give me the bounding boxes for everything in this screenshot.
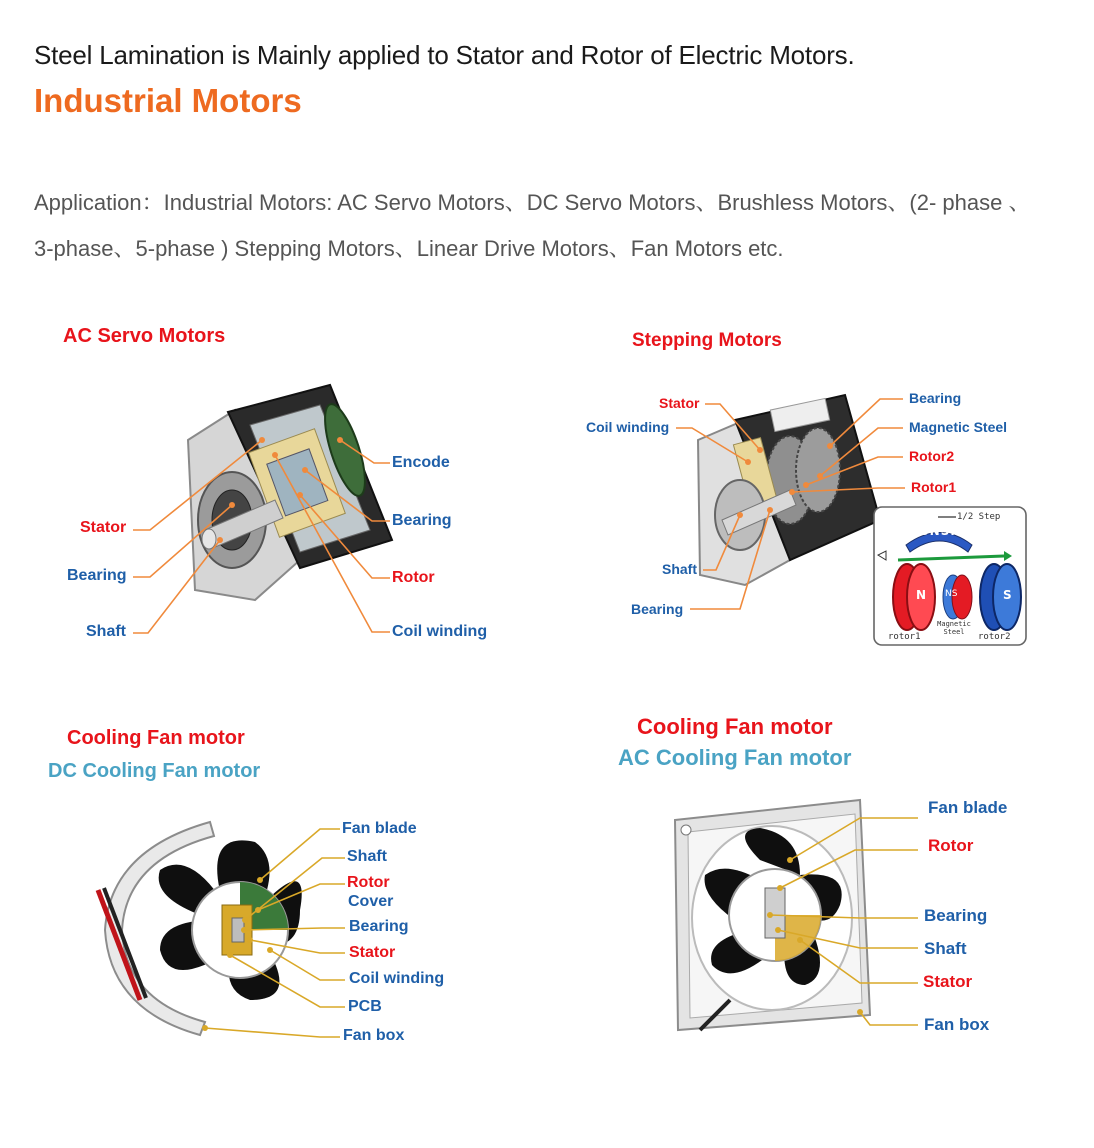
dc-fan-label-rotor: Rotor <box>347 874 390 891</box>
inset-s: S <box>1003 588 1012 602</box>
dc-fan-title: Cooling Fan motor <box>67 727 245 749</box>
ac-fan-label-shaft: Shaft <box>924 939 967 958</box>
ac-fan-label-fan-box: Fan box <box>924 1015 990 1034</box>
stepping-label-rotor2: Rotor2 <box>909 448 955 464</box>
application-line-2: 3-phase、5-phase ) Stepping Motors、Linear Drive Motors、Fan Motors etc. <box>34 236 784 261</box>
dc-fan-label-coil-winding: Coil winding <box>349 970 445 987</box>
ac-servo-label-rotor: Rotor <box>392 569 435 586</box>
stepping-label-stator: Stator <box>659 395 700 411</box>
ac-fan-label-rotor: Rotor <box>928 836 974 855</box>
inset-rotor1: rotor1 <box>888 632 921 642</box>
ac-fan-title: Cooling Fan motor <box>637 714 833 739</box>
inset-half-step: 1/2 Step <box>957 512 1001 522</box>
dc-fan-label-fan-blade: Fan blade <box>342 820 417 837</box>
ac-fan-label-bearing: Bearing <box>924 906 988 925</box>
inset-ns: NS <box>945 589 958 599</box>
stepping-label-shaft: Shaft <box>662 561 697 577</box>
ac-servo-label-bearing-left: Bearing <box>67 567 127 584</box>
page-title: Industrial Motors <box>34 82 302 119</box>
dc-fan-label-bearing: Bearing <box>349 918 409 935</box>
stepping-label-bearing-left: Bearing <box>631 601 684 617</box>
ac-fan-label-fan-blade: Fan blade <box>928 798 1008 817</box>
stepping-label-bearing-right: Bearing <box>909 390 962 406</box>
stepping-label-coil-winding: Coil winding <box>586 419 670 435</box>
ac-fan-label-stator: Stator <box>923 972 973 991</box>
dc-fan-label-cover: Cover <box>348 893 394 910</box>
dc-fan-label-pcb: PCB <box>348 998 382 1015</box>
ac-servo-label-coil-winding: Coil winding <box>392 623 488 640</box>
dc-fan-label-shaft: Shaft <box>347 848 387 865</box>
dc-fan-subtitle: DC Cooling Fan motor <box>48 760 261 782</box>
dc-fan-label-stator: Stator <box>349 944 396 961</box>
stepping-title: Stepping Motors <box>632 330 782 351</box>
ac-servo-title: AC Servo Motors <box>63 325 226 347</box>
inset-n: N <box>916 588 927 602</box>
inset-magnetic-steel: Magnetic Steel <box>937 620 971 636</box>
ac-servo-label-shaft: Shaft <box>86 623 126 640</box>
dc-fan-label-fan-box: Fan box <box>343 1027 405 1044</box>
ac-fan-subtitle: AC Cooling Fan motor <box>618 745 852 770</box>
stepping-label-rotor1: Rotor1 <box>911 479 957 495</box>
application-line-1: Application：Industrial Motors: AC Servo Motors、DC Servo Motors、Brushless Motors、(2- phase 、 <box>34 190 1031 215</box>
intro-text: Steel Lamination is Mainly applied to Stator and Rotor of Electric Motors. <box>34 40 855 70</box>
inset-rotor2: rotor2 <box>978 632 1011 642</box>
stepping-label-magnetic-steel: Magnetic Steel <box>909 419 1008 435</box>
ac-servo-label-bearing-right: Bearing <box>392 512 452 529</box>
ac-servo-label-stator: Stator <box>80 519 127 536</box>
inset-magnet-letters: NSNSN <box>909 524 962 538</box>
ac-servo-label-encode: Encode <box>392 454 450 471</box>
